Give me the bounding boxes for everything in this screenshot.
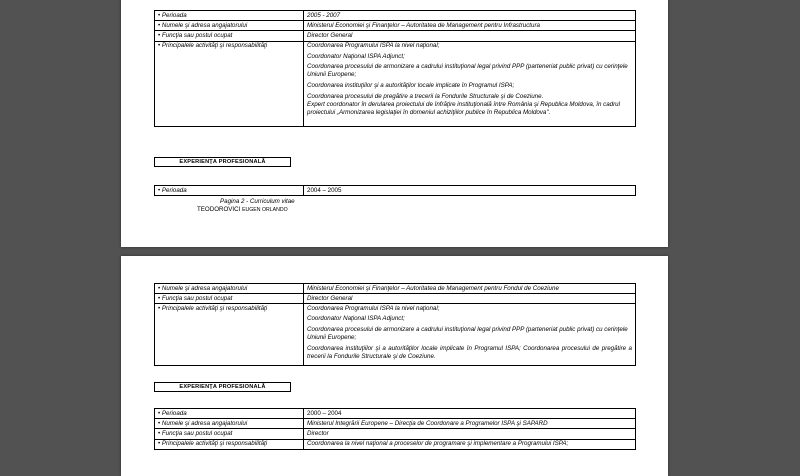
row-label: • Perioada xyxy=(155,186,304,196)
activity-item: Coordonarea la nivel naţional a proceselor de programare şi implementare a Programului ISPA; xyxy=(307,440,569,448)
activity-item: Coordonarea Programului ISPA la nivel naţional; xyxy=(307,304,440,312)
experience-table xyxy=(154,185,636,196)
activity-item: Coordonarea procesului de pregătire a trecerii la Fondurile Structurale şi de Coeziune. xyxy=(307,92,544,100)
row-label: • Numele şi adresa angajatorului xyxy=(155,419,304,429)
activity-item: Coordonarea Programului ISPA la nivel naţional; xyxy=(307,42,440,50)
activity-item: Coordonarea procesului de armonizare a cadrului instituţional legal privind PPP (parteneriat public privat) cu cerinţele Uniunii Europene; xyxy=(307,63,628,79)
row-label: • Principalele activităţi şi responsabilităţi xyxy=(155,439,304,449)
row-value: 2005 - 2007 xyxy=(304,11,636,21)
activities-cell xyxy=(304,304,636,366)
row-value: 2000 – 2004 xyxy=(304,409,636,419)
activities-cell xyxy=(304,439,636,449)
table-row xyxy=(155,186,636,196)
row-value: Director General xyxy=(304,294,636,304)
row-label: • Perioada xyxy=(155,409,304,419)
row-label: • Perioada xyxy=(155,11,304,21)
activity-item: Coordonarea instituţiilor şi a autorităţilor locale implicate în Programul ISPA; xyxy=(307,81,515,89)
table-row xyxy=(155,294,636,304)
table-row xyxy=(155,31,636,41)
experience-table xyxy=(154,10,636,127)
table-row xyxy=(155,409,636,419)
table-row xyxy=(155,439,636,449)
row-value: Director xyxy=(304,429,636,439)
table-row xyxy=(155,429,636,439)
activity-item: Expert coordonator în derularea proiectului de înfrăţire instituţională între România şi Republica Moldova, în cadrul proiectului „Armonizarea legislaţiei în domeniul achiziţiilor publice în Republica Moldova". xyxy=(307,101,620,117)
row-label: • Numele şi adresa angajatorului xyxy=(155,284,304,294)
row-value: Ministerul Economiei şi Finanţelor – Autoritatea de Management pentru Infrastructura xyxy=(304,21,636,31)
activity-item: Coordonarea instituţiilor şi a autorităţilor locale implicate în Programul ISPA; Coordonarea procesului de pregătire a trecerii la Fondurile Structurale şi de Coeziune. xyxy=(307,344,632,360)
document-page xyxy=(121,256,668,476)
table-row xyxy=(155,41,636,126)
page-footer xyxy=(197,198,295,215)
row-label: • Funcţia sau postul ocupat xyxy=(155,429,304,439)
experience-table xyxy=(154,408,636,450)
section-heading xyxy=(154,157,291,167)
activity-item: Coordonator Naţional ISPA Adjunct; xyxy=(307,52,405,60)
footer-surname: TEODOROVICI xyxy=(197,206,241,214)
table-row xyxy=(155,21,636,31)
table-row xyxy=(155,304,636,366)
section-heading xyxy=(154,382,291,392)
row-value: 2004 – 2005 xyxy=(304,186,636,196)
activity-item: Coordonator Naţional ISPA Adjunct; xyxy=(307,315,405,323)
row-label: • Principalele activităţi şi responsabilităţi xyxy=(155,41,304,126)
activities-cell xyxy=(304,41,636,126)
section-title: EXPERIENŢA PROFESIONALĂ xyxy=(179,159,266,165)
footer-given-names: EUGEN ORLANDO xyxy=(242,207,288,214)
row-value: Ministerul Economiei şi Finanţelor – Autoritatea de Management pentru Fondul de Coeziune xyxy=(304,284,636,294)
row-label: • Funcţia sau postul ocupat xyxy=(155,31,304,41)
row-label: • Principalele activităţi şi responsabilităţi xyxy=(155,304,304,366)
table-row xyxy=(155,284,636,294)
row-value: Director General xyxy=(304,31,636,41)
table-row xyxy=(155,11,636,21)
activity-item: Coordonarea procesului de armonizare a cadrului instituţional legal privind PPP (parteneriat public privat) cu cerinţele Uniunii Europene; xyxy=(307,326,628,342)
row-label: • Numele şi adresa angajatorului xyxy=(155,21,304,31)
experience-table xyxy=(154,283,636,366)
row-value: Ministerul Integrării Europene – Direcţia de Coordonare a Programelor ISPA şi SAPARD xyxy=(304,419,636,429)
footer-caption: Pagina 2 - Curriculum vitae xyxy=(220,198,295,205)
row-label: • Funcţia sau postul ocupat xyxy=(155,294,304,304)
document-page xyxy=(121,0,668,247)
footer-name xyxy=(197,206,295,214)
section-title: EXPERIENŢA PROFESIONALĂ xyxy=(179,384,266,390)
table-row xyxy=(155,419,636,429)
